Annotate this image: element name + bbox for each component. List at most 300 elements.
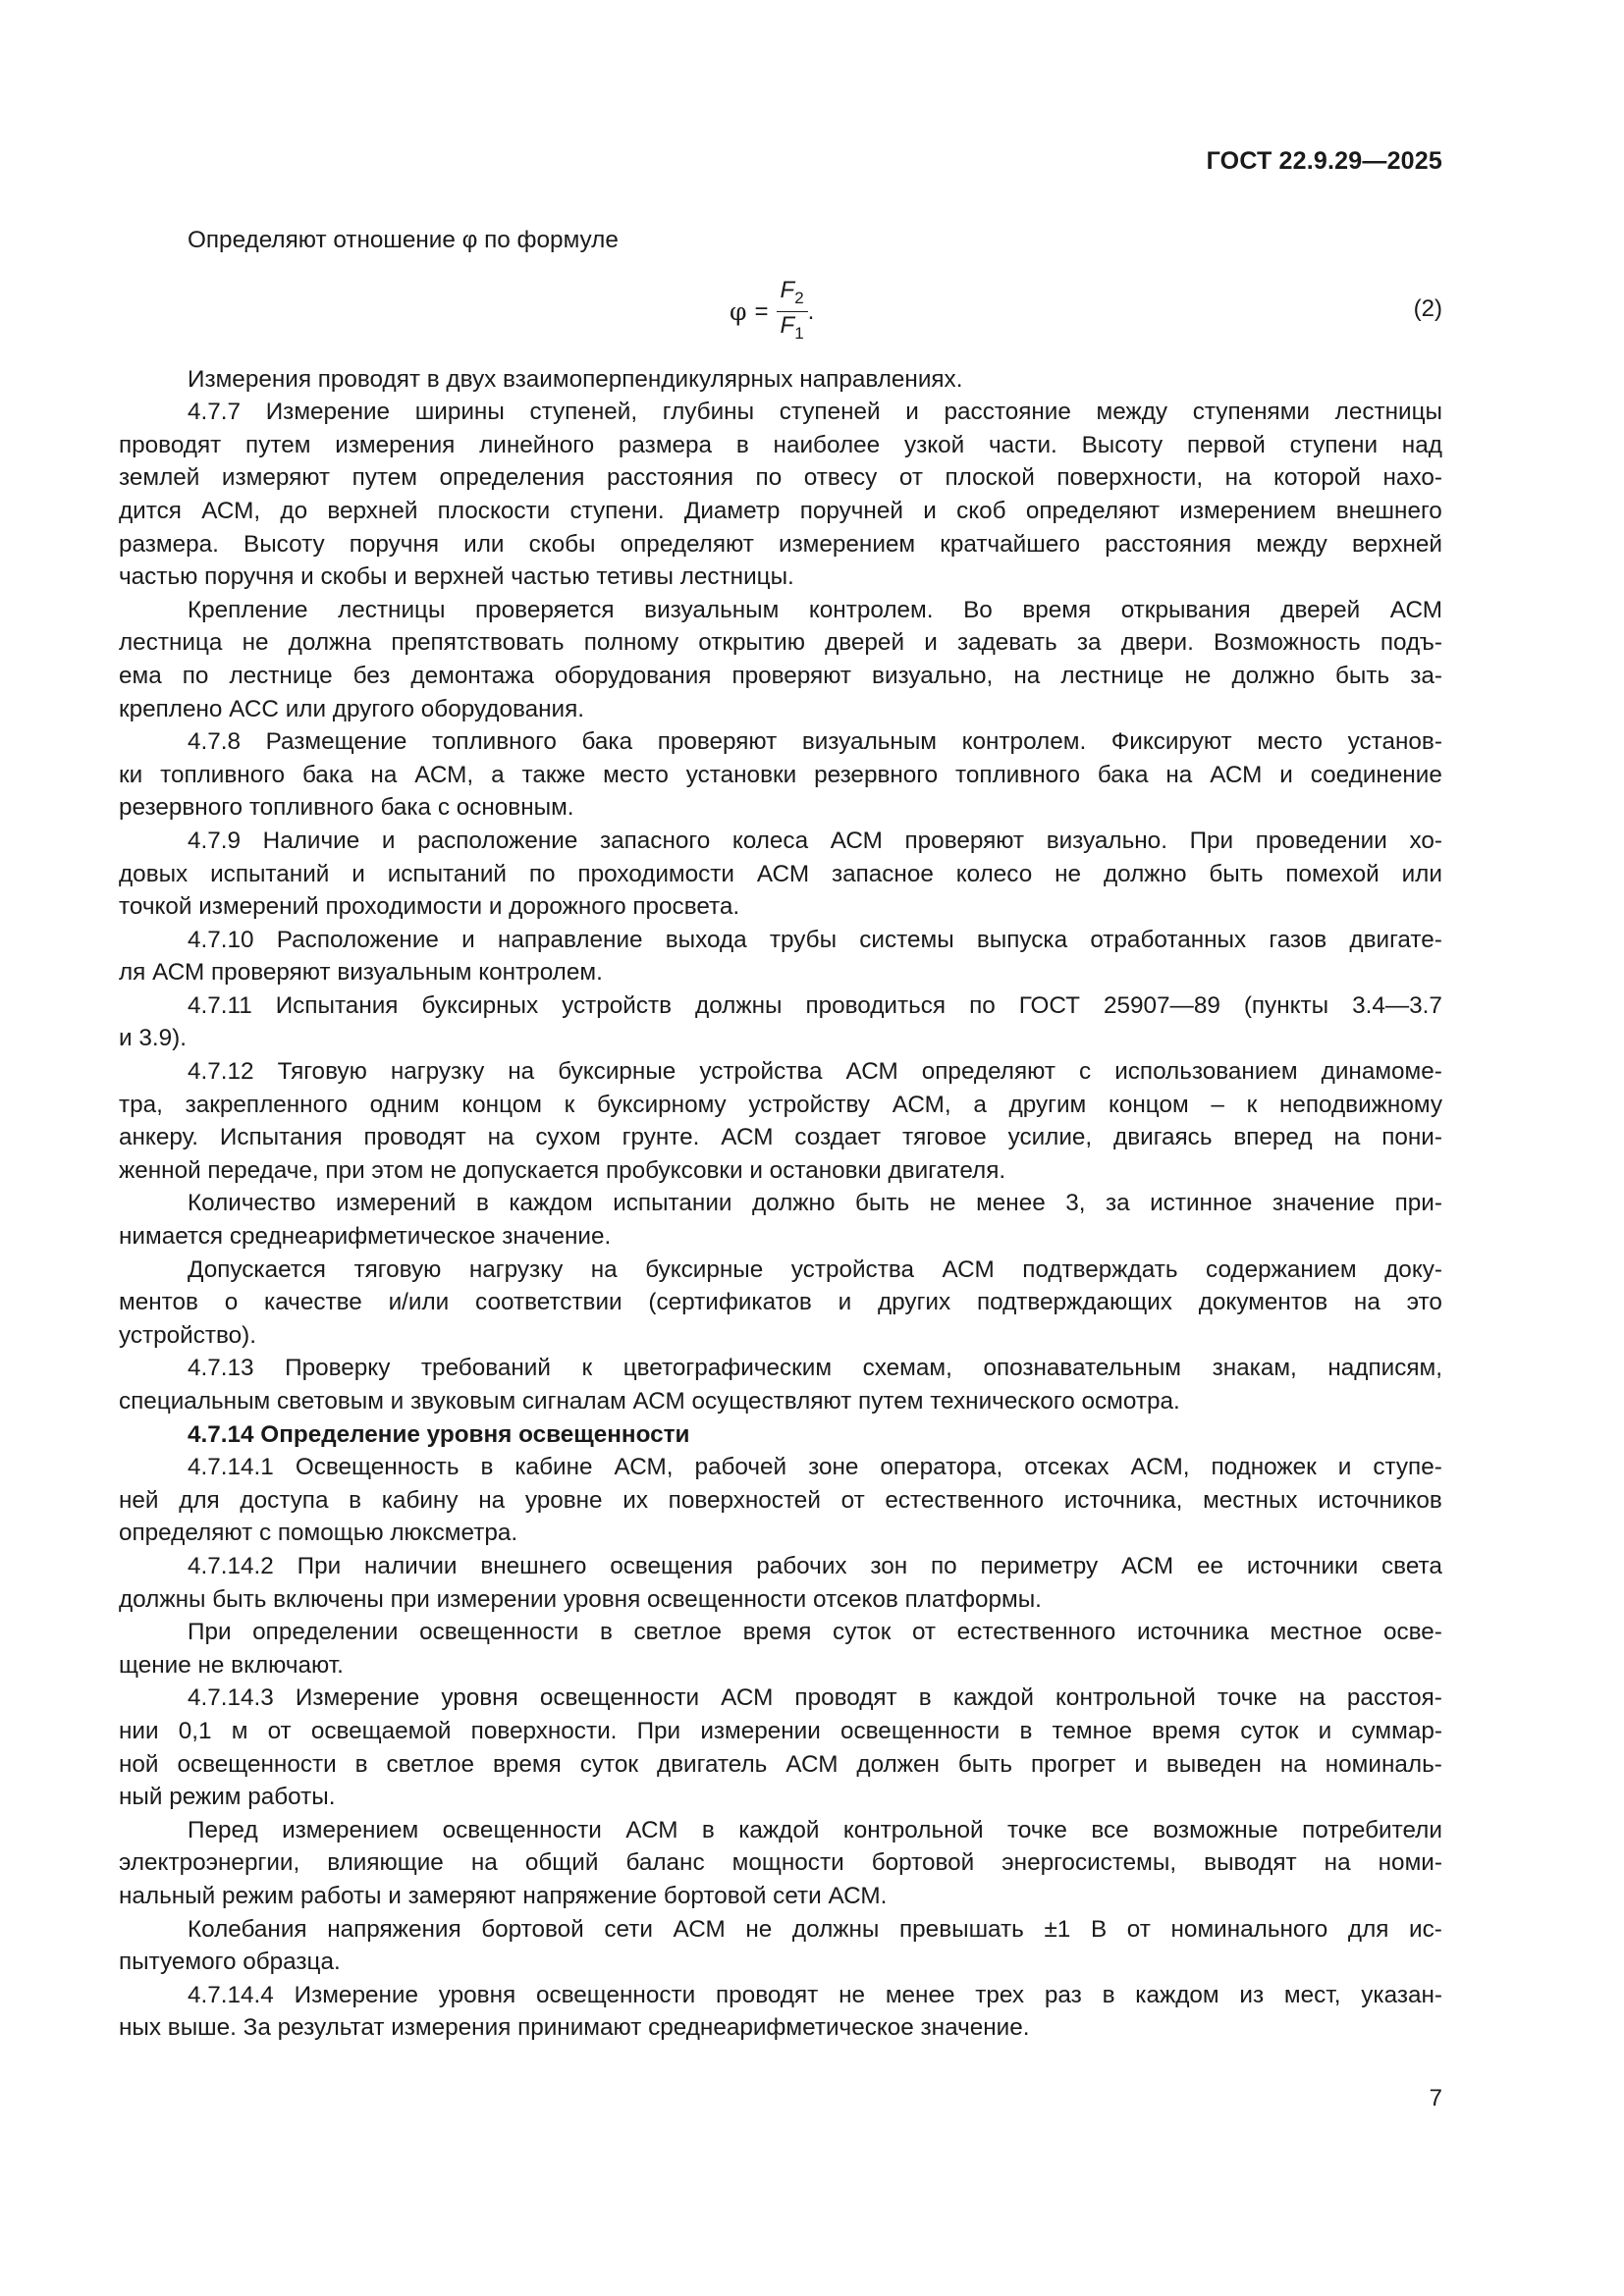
word: и bbox=[905, 399, 919, 426]
word: естественного bbox=[885, 1486, 1045, 1514]
text-line bbox=[119, 1121, 1442, 1154]
word: быть bbox=[1209, 860, 1264, 887]
word: светлое bbox=[386, 1750, 475, 1778]
word: ступенями bbox=[1192, 399, 1310, 426]
word: по bbox=[969, 991, 996, 1019]
word: мест, bbox=[1283, 1981, 1341, 2008]
word: устройств bbox=[562, 991, 673, 1019]
word: к bbox=[581, 1355, 593, 1382]
text-line bbox=[119, 1846, 1442, 1880]
word: В bbox=[1090, 1915, 1108, 1943]
word: на bbox=[508, 1058, 535, 1086]
text-line bbox=[119, 1254, 1442, 1287]
word: размера. bbox=[119, 530, 219, 558]
word: между bbox=[1256, 530, 1327, 558]
word: топливного bbox=[431, 728, 557, 756]
word: быть bbox=[1335, 662, 1390, 689]
word: к bbox=[1246, 1091, 1258, 1118]
word: в bbox=[1019, 1717, 1033, 1744]
word: тяговое bbox=[901, 1124, 987, 1151]
word: проводят bbox=[119, 431, 222, 458]
word: дверей bbox=[1280, 596, 1361, 623]
word: Измерение bbox=[295, 1684, 420, 1712]
word: в bbox=[735, 431, 749, 458]
word: доку- bbox=[1384, 1255, 1442, 1283]
text-line bbox=[119, 396, 1442, 429]
word: визуальным bbox=[644, 596, 780, 623]
word: Колебания bbox=[188, 1915, 307, 1943]
word: источника, bbox=[1063, 1486, 1183, 1514]
word: время bbox=[493, 1750, 562, 1778]
word: подтверждать bbox=[1022, 1255, 1178, 1283]
word: тяговую bbox=[353, 1255, 442, 1283]
word: поручня bbox=[349, 530, 440, 558]
word: рабочей bbox=[694, 1454, 787, 1481]
word: к bbox=[564, 1091, 575, 1118]
word: расположение bbox=[417, 827, 578, 854]
word: землей bbox=[119, 464, 200, 492]
text-line bbox=[119, 989, 1442, 1023]
word: неподвижному bbox=[1278, 1091, 1442, 1118]
text-line bbox=[119, 1451, 1442, 1484]
word: АСМ, bbox=[201, 497, 261, 524]
word: двигаясь bbox=[1113, 1124, 1213, 1151]
word: контрольной bbox=[842, 1816, 984, 1843]
word: в bbox=[349, 1486, 362, 1514]
word: или bbox=[1401, 860, 1442, 887]
text-line bbox=[119, 1484, 1442, 1518]
word: не bbox=[1055, 860, 1082, 887]
paragraph bbox=[119, 1814, 1442, 1913]
word: скоб bbox=[956, 497, 1006, 524]
word: оборудования bbox=[554, 662, 712, 689]
word: расстояние bbox=[944, 399, 1071, 426]
word: на bbox=[1324, 1849, 1351, 1877]
word: освещенности bbox=[419, 1619, 579, 1646]
text-line: 4.7.14 Определение уровня освещенности bbox=[188, 1420, 690, 1448]
word: светлое bbox=[633, 1619, 723, 1646]
word: надписям, bbox=[1327, 1355, 1442, 1382]
word: одним bbox=[369, 1091, 440, 1118]
word: нахо- bbox=[1382, 464, 1442, 492]
text-line bbox=[119, 1352, 1442, 1385]
formula-period: . bbox=[807, 298, 815, 326]
paragraph bbox=[119, 1550, 1442, 1616]
word: а bbox=[973, 1091, 987, 1118]
word: трубы bbox=[769, 926, 838, 953]
word: устройства bbox=[790, 1255, 914, 1283]
word: При bbox=[297, 1552, 342, 1579]
word: хо- bbox=[1409, 827, 1442, 854]
word: освещенности bbox=[442, 1816, 602, 1843]
word: измерением bbox=[778, 530, 916, 558]
word: на bbox=[1165, 761, 1193, 788]
word: двери. bbox=[1120, 629, 1194, 657]
word: 4.7.11 bbox=[188, 991, 252, 1019]
word: Крепление bbox=[188, 596, 308, 623]
word: АСМ bbox=[721, 1684, 774, 1712]
word: освещенности bbox=[535, 1981, 696, 2008]
word: прогрет bbox=[1030, 1750, 1116, 1778]
word: концом bbox=[1108, 1091, 1189, 1118]
word: и bbox=[923, 497, 937, 524]
word: время bbox=[1022, 596, 1092, 623]
word: ступе- bbox=[1373, 1454, 1442, 1481]
word: до bbox=[280, 497, 308, 524]
word: менее bbox=[885, 1981, 955, 2008]
word: в bbox=[475, 1190, 489, 1217]
word: указан- bbox=[1361, 1981, 1442, 2008]
word: создает bbox=[794, 1124, 882, 1151]
word: отвесу bbox=[803, 464, 878, 492]
word: измерением bbox=[282, 1816, 419, 1843]
word: 4.7.14.3 bbox=[188, 1684, 274, 1712]
word: должен bbox=[856, 1750, 940, 1778]
word: лестнице bbox=[229, 662, 333, 689]
word: измерения bbox=[335, 431, 456, 458]
word: запасного bbox=[599, 827, 711, 854]
word: подтверждающих bbox=[976, 1289, 1172, 1316]
word: путем bbox=[352, 464, 417, 492]
word: общий bbox=[524, 1849, 599, 1877]
word: сухом bbox=[535, 1124, 601, 1151]
word: другим bbox=[1008, 1091, 1087, 1118]
word: поручней bbox=[799, 497, 903, 524]
word: выведен bbox=[1165, 1750, 1262, 1778]
formula-block bbox=[119, 257, 1442, 363]
text-line bbox=[119, 1913, 1442, 1947]
word: топливного bbox=[955, 761, 1081, 788]
word: буксирному bbox=[596, 1091, 727, 1118]
word: время bbox=[1152, 1717, 1221, 1744]
word: проходимости bbox=[577, 860, 734, 887]
word: ки bbox=[119, 761, 143, 788]
word: закрепленного bbox=[185, 1091, 348, 1118]
denominator-variable: F bbox=[780, 312, 795, 340]
word: наличии bbox=[364, 1552, 458, 1579]
word: в bbox=[599, 1619, 613, 1646]
word: 4.7.14.4 bbox=[188, 1981, 274, 2008]
word: отработанных bbox=[1090, 926, 1247, 953]
text-line bbox=[119, 759, 1442, 792]
word: АСМ bbox=[785, 1750, 839, 1778]
text-line: определяют с помощью люксметра. bbox=[119, 1520, 518, 1547]
text-line: и 3.9). bbox=[119, 1025, 187, 1052]
word: АСМ bbox=[673, 1915, 726, 1943]
word: При bbox=[188, 1619, 232, 1646]
text-line: частью поручня и скобы и верхней частью тетивы лестницы. bbox=[119, 563, 794, 591]
word: Количество bbox=[188, 1190, 316, 1217]
word: знакам, bbox=[1212, 1355, 1297, 1382]
text-line: нимается среднеарифметическое значение. bbox=[119, 1223, 612, 1251]
word: за bbox=[1076, 629, 1102, 657]
word: зоне bbox=[808, 1454, 859, 1481]
text-line: женной передаче, при этом не допускается пробуксовки и остановки двигателя. bbox=[119, 1156, 1006, 1184]
text-line bbox=[119, 1550, 1442, 1583]
word: лестницы bbox=[1334, 399, 1442, 426]
word: цветографическим bbox=[623, 1355, 833, 1382]
word: 4.7.14.1 bbox=[188, 1454, 274, 1481]
word: доступа bbox=[240, 1486, 329, 1514]
word: Измерение bbox=[294, 1981, 418, 2008]
word: менее bbox=[976, 1190, 1046, 1217]
word: в bbox=[701, 1816, 715, 1843]
word: на bbox=[487, 1124, 514, 1151]
word: освещенности bbox=[177, 1750, 337, 1778]
word: должны bbox=[695, 991, 783, 1019]
word: вперед bbox=[1233, 1124, 1313, 1151]
word: по bbox=[930, 1552, 957, 1579]
word: 4.7.12 bbox=[188, 1058, 254, 1086]
word: с bbox=[1079, 1058, 1092, 1086]
word: проведении bbox=[1255, 827, 1387, 854]
word: на bbox=[1353, 1289, 1380, 1316]
word: Допускается bbox=[188, 1255, 326, 1283]
word: не bbox=[929, 1190, 956, 1217]
text-line bbox=[119, 924, 1442, 957]
text-line: устройство). bbox=[119, 1321, 257, 1349]
word: узкой bbox=[903, 431, 965, 458]
word: быть bbox=[957, 1750, 1013, 1778]
word: 3.4—3.7 bbox=[1352, 991, 1442, 1019]
word: выводят bbox=[1204, 1849, 1297, 1877]
paragraph bbox=[119, 594, 1442, 725]
word: первой bbox=[1186, 431, 1266, 458]
word: освещенности bbox=[539, 1684, 700, 1712]
word: АСМ bbox=[1210, 761, 1263, 788]
word: АСМ, bbox=[1130, 1454, 1190, 1481]
text-line: специальным световым и звуковым сигналам АСМ осуществляют путем технического осмотра. bbox=[119, 1388, 1180, 1415]
word: линейного bbox=[479, 431, 595, 458]
word: раз bbox=[1044, 1981, 1082, 2008]
word: АСМ bbox=[830, 827, 883, 854]
word: других bbox=[878, 1289, 951, 1316]
word: над bbox=[1401, 431, 1442, 458]
text-line bbox=[119, 1682, 1442, 1715]
word: от bbox=[267, 1717, 292, 1744]
word: Во bbox=[963, 596, 993, 623]
word: освещаемой bbox=[310, 1717, 452, 1744]
word: проверяют bbox=[657, 728, 778, 756]
word: их bbox=[623, 1486, 648, 1514]
word: каждой bbox=[738, 1816, 820, 1843]
word: колеса bbox=[731, 827, 809, 854]
word: 4.7.13 bbox=[188, 1355, 254, 1382]
word: При bbox=[1189, 827, 1234, 854]
document-body bbox=[119, 224, 1442, 2045]
word: проверяют bbox=[731, 662, 852, 689]
numerator-variable: F bbox=[780, 276, 795, 303]
paragraph bbox=[119, 1055, 1442, 1187]
word: поверхностей bbox=[668, 1486, 821, 1514]
word: проводиться bbox=[805, 991, 947, 1019]
word: Проверку bbox=[285, 1355, 391, 1382]
word: Перед bbox=[188, 1816, 258, 1843]
word: динамоме- bbox=[1321, 1058, 1442, 1086]
word: также bbox=[521, 761, 586, 788]
word: проводят bbox=[794, 1684, 897, 1712]
text-line bbox=[119, 1187, 1442, 1220]
text-line: точкой измерений проходимости и дорожного просвета. bbox=[119, 893, 740, 921]
word: по bbox=[182, 662, 209, 689]
word: зон bbox=[870, 1552, 908, 1579]
word: двигате- bbox=[1349, 926, 1442, 953]
word: лестница bbox=[119, 629, 223, 657]
standard-code-header: ГОСТ 22.9.29—2025 bbox=[1206, 147, 1442, 175]
word: путем bbox=[245, 431, 311, 458]
text-line bbox=[119, 1814, 1442, 1847]
word: плоскости bbox=[437, 497, 551, 524]
word: концом bbox=[461, 1091, 542, 1118]
text-line bbox=[119, 429, 1442, 462]
word: Высоту bbox=[244, 530, 325, 558]
word: плоской bbox=[945, 464, 1035, 492]
word: осве- bbox=[1382, 1619, 1442, 1646]
word: каждой bbox=[952, 1684, 1034, 1712]
word: 4.7.8 bbox=[188, 728, 242, 756]
paragraph bbox=[119, 989, 1442, 1055]
word: бака bbox=[301, 761, 353, 788]
text-line bbox=[119, 725, 1442, 759]
word: внешнего bbox=[480, 1552, 587, 1579]
word: ступени bbox=[1289, 431, 1379, 458]
word: отсеках bbox=[1024, 1454, 1110, 1481]
word: АСМ, bbox=[892, 1091, 951, 1118]
word: источники bbox=[1246, 1552, 1359, 1579]
word: по bbox=[755, 464, 783, 492]
word: контролем. bbox=[808, 596, 934, 623]
word: ступени. bbox=[569, 497, 665, 524]
word: не bbox=[1184, 662, 1212, 689]
word: ной bbox=[119, 1750, 159, 1778]
word: влияющие bbox=[327, 1849, 444, 1877]
word: Расположение bbox=[276, 926, 439, 953]
word: между bbox=[1096, 399, 1168, 426]
word: нагрузку bbox=[390, 1058, 485, 1086]
word: АСМ bbox=[1120, 1552, 1174, 1579]
word: на bbox=[590, 1255, 618, 1283]
word: Возможность bbox=[1214, 629, 1361, 657]
word: испытаний bbox=[210, 860, 330, 887]
word: в bbox=[1102, 1981, 1115, 2008]
word: бортовой bbox=[871, 1849, 975, 1877]
word: размера bbox=[618, 431, 713, 458]
word: Измерение bbox=[265, 399, 391, 426]
word: и bbox=[352, 860, 365, 887]
word: трех bbox=[975, 1981, 1025, 2008]
word: возможные bbox=[1153, 1816, 1278, 1843]
word: верхней bbox=[1351, 530, 1442, 558]
word: – bbox=[1211, 1091, 1224, 1118]
word: схемам, bbox=[862, 1355, 952, 1382]
word: скобы bbox=[528, 530, 596, 558]
word: Фиксируют bbox=[1110, 728, 1232, 756]
word: и bbox=[1279, 761, 1293, 788]
word: Диаметр bbox=[683, 497, 781, 524]
word: При bbox=[636, 1717, 681, 1744]
word: 25907—89 bbox=[1103, 991, 1220, 1019]
text-line: должны быть включены при измерении уровня освещенности отсеков платформы. bbox=[119, 1585, 1042, 1613]
word: баланс bbox=[625, 1849, 705, 1877]
text-line bbox=[119, 1286, 1442, 1319]
formula-number: (2) bbox=[1413, 294, 1442, 322]
word: Размещение bbox=[265, 728, 407, 756]
word: все bbox=[1091, 1816, 1129, 1843]
word: на bbox=[1298, 1684, 1326, 1712]
text-line bbox=[119, 858, 1442, 891]
word: освещенности bbox=[840, 1717, 1001, 1744]
word: определяют bbox=[921, 1058, 1056, 1086]
word: не bbox=[839, 1981, 866, 2008]
word: освещения bbox=[610, 1552, 733, 1579]
word: проверяется bbox=[475, 596, 615, 623]
text-line: нальный режим работы и замеряют напряжение бортовой сети АСМ. bbox=[119, 1882, 888, 1909]
word: номинального bbox=[1170, 1915, 1328, 1943]
word: 4.7.10 bbox=[188, 926, 254, 953]
word: контрольной bbox=[1056, 1684, 1196, 1712]
word: и bbox=[924, 629, 938, 657]
word: напряжения bbox=[327, 1915, 461, 1943]
text-line: ля АСМ проверяют визуальным контролем. bbox=[119, 959, 603, 987]
word: и bbox=[381, 827, 396, 854]
word: качестве bbox=[264, 1289, 362, 1316]
word: задевать bbox=[956, 629, 1057, 657]
word: 3, bbox=[1065, 1190, 1086, 1217]
formula-lhs: φ bbox=[730, 297, 747, 327]
word: точке bbox=[1217, 1684, 1277, 1712]
word: тра, bbox=[119, 1091, 163, 1118]
word: и bbox=[838, 1289, 852, 1316]
word: о bbox=[224, 1289, 239, 1316]
word: превышать bbox=[899, 1915, 1024, 1943]
word: м bbox=[231, 1717, 248, 1744]
word: визуально, bbox=[872, 662, 994, 689]
word: и bbox=[461, 926, 475, 953]
word: 0,1 bbox=[178, 1717, 212, 1744]
word: источников bbox=[1318, 1486, 1442, 1514]
word: содержанием bbox=[1206, 1255, 1357, 1283]
word: части. bbox=[989, 431, 1057, 458]
word: на bbox=[1224, 464, 1252, 492]
word: устройству bbox=[748, 1091, 870, 1118]
text-line bbox=[119, 528, 1442, 561]
text-line: креплено АСС или другого оборудования. bbox=[119, 695, 585, 722]
word: АСМ bbox=[1389, 596, 1442, 623]
word: проверяют bbox=[904, 827, 1025, 854]
word: место bbox=[1257, 728, 1323, 756]
word: подъ- bbox=[1380, 629, 1442, 657]
word: поверхности, bbox=[1056, 464, 1204, 492]
word: бака bbox=[1097, 761, 1149, 788]
word: выхода bbox=[665, 926, 747, 953]
word: уровня bbox=[441, 1684, 518, 1712]
word: для bbox=[1347, 1915, 1389, 1943]
word: от bbox=[840, 1486, 865, 1514]
text-line bbox=[119, 1715, 1442, 1748]
paragraph bbox=[119, 1616, 1442, 1682]
word: или bbox=[463, 530, 505, 558]
word: 4.7.7 bbox=[188, 399, 242, 426]
paragraph bbox=[119, 1451, 1442, 1550]
word: препятствовать bbox=[391, 629, 565, 657]
word: расстоя- bbox=[1346, 1684, 1442, 1712]
formula-numerator bbox=[777, 277, 808, 313]
word: ширины bbox=[414, 399, 505, 426]
word: нагрузку bbox=[468, 1255, 564, 1283]
word: кабине bbox=[514, 1454, 593, 1481]
word: номиналь- bbox=[1325, 1750, 1442, 1778]
word: визуально. bbox=[1046, 827, 1167, 854]
